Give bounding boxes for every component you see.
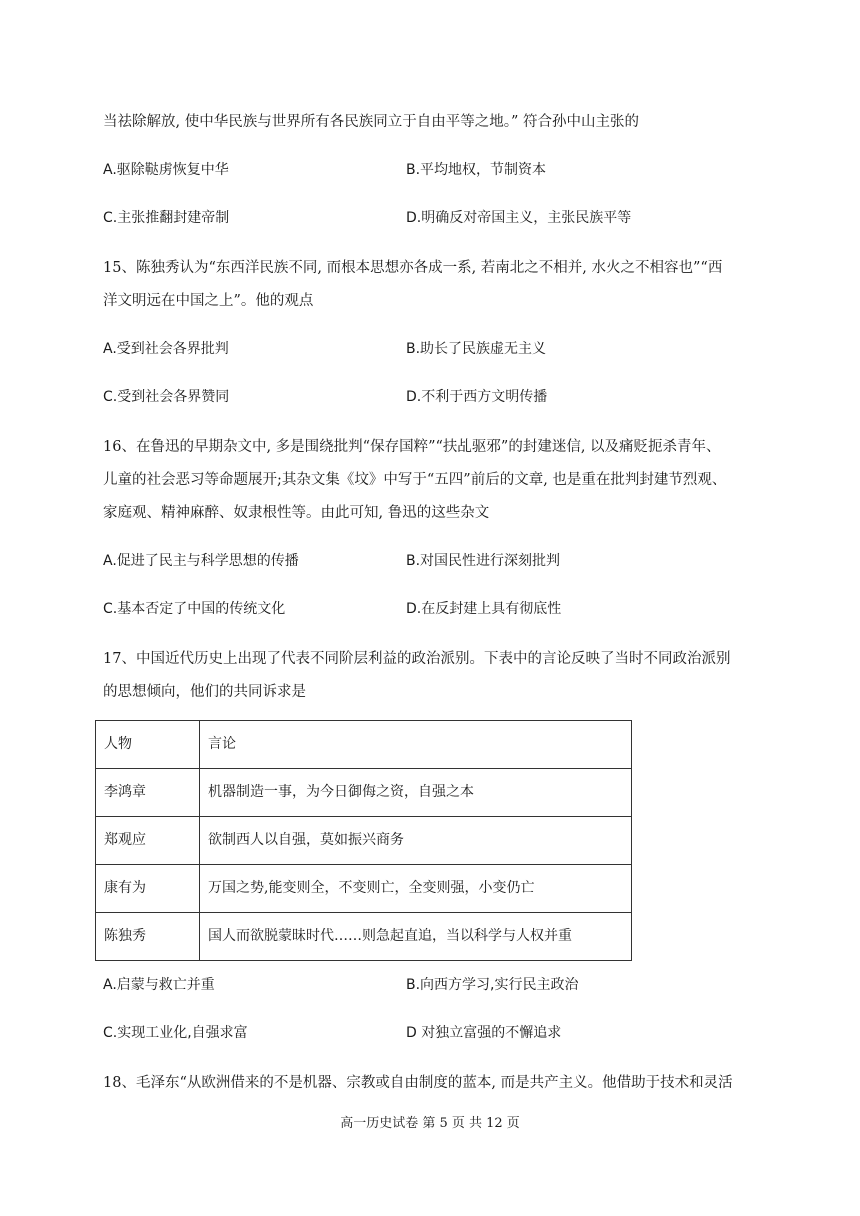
q14-option-b[interactable]: B.平均地权，节制资本 <box>406 162 547 178</box>
table-header-row <box>96 721 632 769</box>
q15-option-a[interactable]: A.受到社会各界批判 <box>103 341 229 357</box>
table-cell-person: 郑观应 <box>96 817 200 865</box>
q14-option-d[interactable]: D.明确反对帝国主义，主张民族平等 <box>406 210 632 226</box>
q17-stem-line2: 的思想倾向，他们的共同诉求是 <box>103 684 306 700</box>
q15-option-b[interactable]: B.助长了民族虚无主义 <box>406 341 547 357</box>
table-cell-person: 李鸿章 <box>96 769 200 817</box>
q16-stem-line3: 家庭观、精神麻醉、奴隶根性等。由此可知, 鲁迅的这些杂文 <box>103 505 490 521</box>
q14-option-c[interactable]: C.主张推翻封建帝制 <box>103 210 230 226</box>
q17-option-c[interactable]: C.实现工业化,自强求富 <box>103 1025 248 1041</box>
table-row <box>96 769 632 817</box>
table-row <box>96 865 632 913</box>
q14-option-a[interactable]: A.驱除鞑虏恢复中华 <box>103 162 229 178</box>
q15-option-c[interactable]: C.受到社会各界赞同 <box>103 389 230 405</box>
q15-stem-line1: 15、陈独秀认为“东西洋民族不同, 而根本思想亦各成一系, 若南北之不相并, 水火之不相容也”“西 <box>103 260 723 276</box>
q16-option-c[interactable]: C.基本否定了中国的传统文化 <box>103 601 286 617</box>
q17-stem-line1: 17、中国近代历史上出现了代表不同阶层利益的政治派别。下表中的言论反映了当时不同政治派别 <box>103 651 731 667</box>
q18-stem-line1: 18、毛泽东“从欧洲借来的不是机器、宗教或自由制度的蓝本, 而是共产主义。他借助于技术和灵活 <box>103 1075 733 1091</box>
q16-option-d[interactable]: D.在反封建上具有彻底性 <box>406 601 562 617</box>
q17-option-b[interactable]: B.向西方学习,实行民主政治 <box>406 977 579 993</box>
q17-option-a[interactable]: A.启蒙与救亡并重 <box>103 977 215 993</box>
q17-option-d[interactable]: D 对独立富强的不懈追求 <box>406 1025 562 1041</box>
q16-option-b[interactable]: B.对国民性进行深刻批判 <box>406 553 561 569</box>
table-cell-person: 陈独秀 <box>96 913 200 961</box>
table-row <box>96 913 632 961</box>
table-row <box>96 817 632 865</box>
table-cell-quote: 万国之势,能变则全，不变则亡，全变则强，小变仍亡 <box>200 865 632 913</box>
q17-quote-table <box>95 720 632 961</box>
q16-stem-line1: 16、在鲁迅的早期杂文中, 多是围绕批判“保存国粹”“扶乩驱邪”的封建迷信, 以及痛贬扼杀青年、 <box>103 439 721 455</box>
page-footer: 高一历史试卷 第 5 页 共 12 页 <box>340 1116 520 1131</box>
q16-option-a[interactable]: A.促进了民主与科学思想的传播 <box>103 553 299 569</box>
q16-stem-line2: 儿童的社会恶习等命题展开;其杂文集《坟》中写于“五四”前后的文章, 也是重在批判封建节烈观、 <box>103 472 727 488</box>
table-cell-person: 康有为 <box>96 865 200 913</box>
q15-stem-line2: 洋文明远在中国之上”。他的观点 <box>103 293 314 309</box>
table-cell-quote: 机器制造一事，为今日御侮之资，自强之本 <box>200 769 632 817</box>
q14-stem-tail: 当祛除解放, 使中华民族与世界所有各民族同立于自由平等之地。” 符合孙中山主张的 <box>103 114 639 130</box>
table-header-cell: 言论 <box>200 721 632 769</box>
table-cell-quote: 欲制西人以自强，莫如振兴商务 <box>200 817 632 865</box>
table-cell-quote: 国人而欲脱蒙昧时代……则急起直追，当以科学与人权并重 <box>200 913 632 961</box>
table-header-cell: 人物 <box>96 721 200 769</box>
q15-option-d[interactable]: D.不利于西方文明传播 <box>406 389 548 405</box>
